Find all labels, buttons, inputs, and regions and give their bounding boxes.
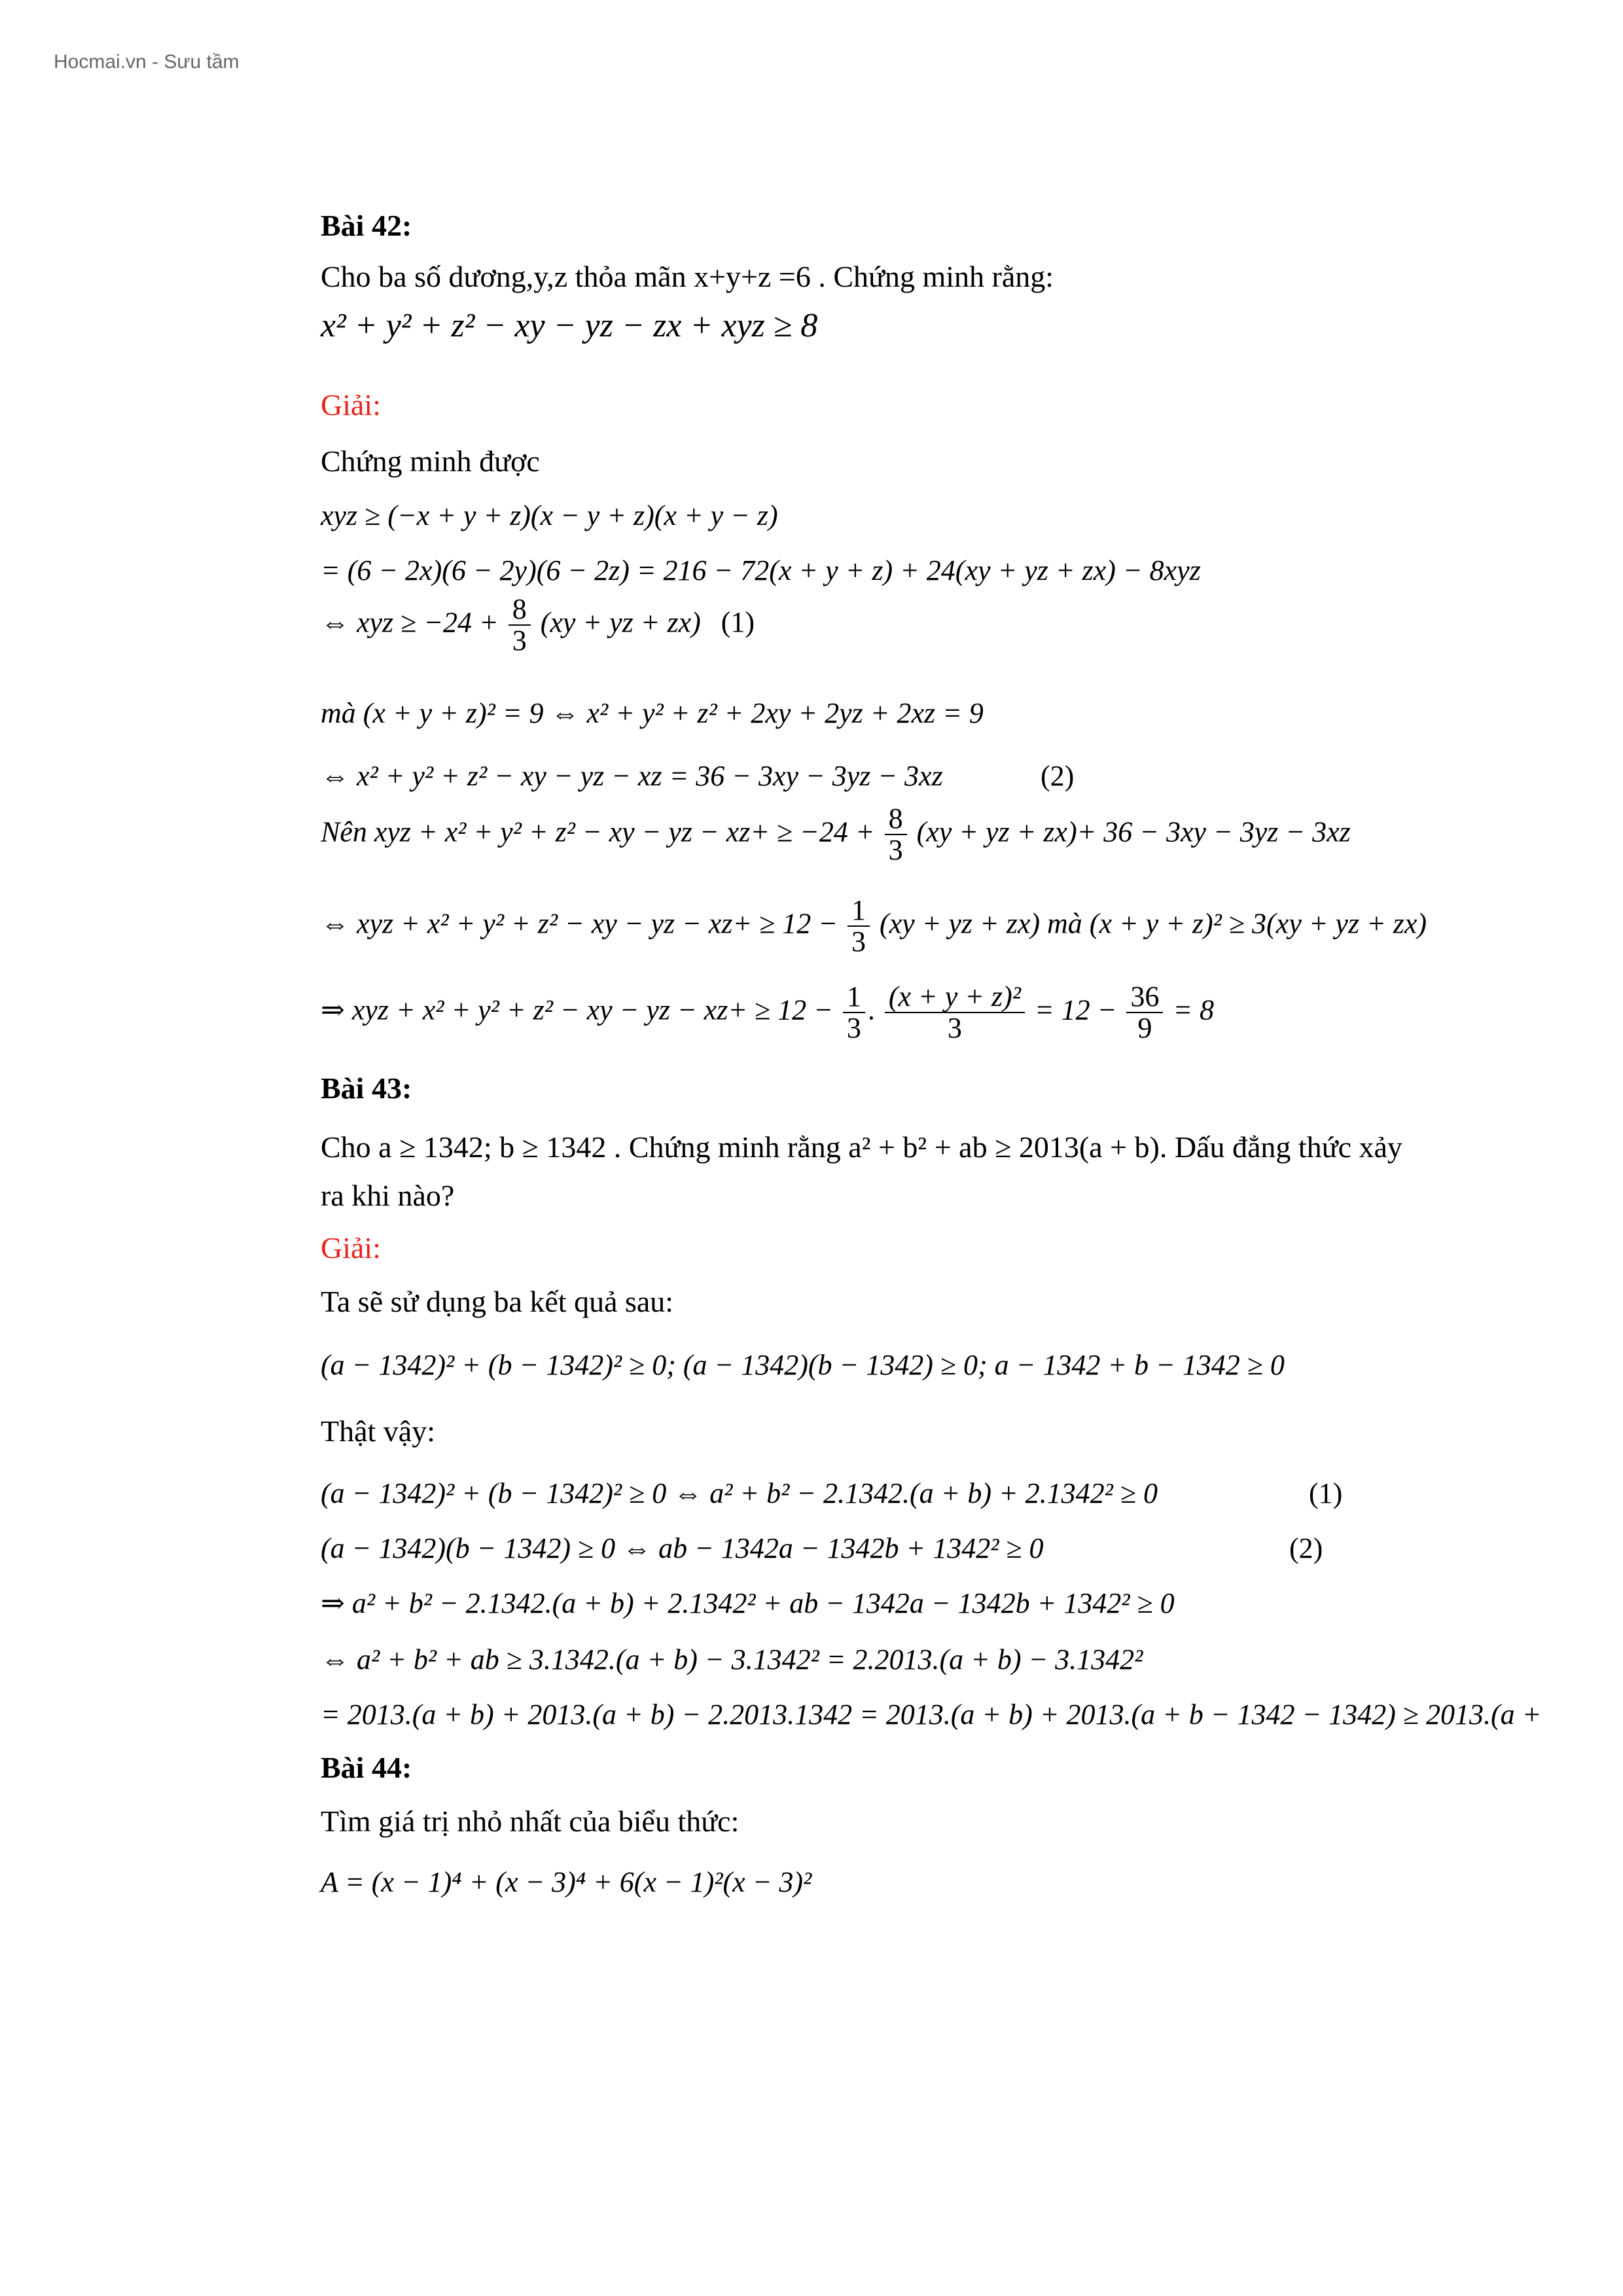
b43-giai: Giải: <box>321 1231 381 1265</box>
b42-l8-frac-2 <box>885 982 1025 1043</box>
b42-l8-den-1: 3 <box>846 1012 861 1045</box>
b43-problem-2: ra khi nào? <box>321 1179 455 1212</box>
b42-line-1: xyz ≥ (−x + y + z)(x − y + z)(x + y − z) <box>321 499 778 531</box>
b42-l3-den: 3 <box>512 624 527 657</box>
b42-l6-den: 3 <box>888 834 903 867</box>
b42-l3-tag: (1) <box>721 606 755 639</box>
b42-l7-b: (xy + yz + zx) mà (x + y + z)² ≥ 3(xy + yz + zx) <box>879 907 1427 940</box>
b42-l8-num-1: 1 <box>843 982 865 1013</box>
b42-l8-den-2: 3 <box>947 1012 962 1045</box>
b42-l7-a: ⇔ xyz + x² + y² + z² − xy − yz − xz+ ≥ 12 − <box>321 907 838 940</box>
b43-l2-tag: (1) <box>1309 1477 1343 1509</box>
b43-line-6: = 2013.(a + b) + 2013.(a + b) − 2.2013.1342 = 2013.(a + b) + 2013.(a + b − 1342 − 1342) ≥ 2013.(a + <box>321 1698 1542 1731</box>
b42-line-4: mà (x + y + z)² = 9 ⇔ x² + y² + z² + 2xy + 2yz + 2xz = 9 <box>321 697 984 729</box>
b42-problem: Cho ba số dương,y,z thỏa mãn x+y+z =6 . Chứng minh rằng: <box>321 260 1054 293</box>
b42-l8-num-2: (x + y + z)² <box>885 982 1025 1013</box>
b42-formula: x² + y² + z² − xy − yz − zx + xyz ≥ 8 <box>321 307 818 344</box>
b43-line-1: (a − 1342)² + (b − 1342)² ≥ 0; (a − 1342)(b − 1342) ≥ 0; a − 1342 + b − 1342 ≥ 0 <box>321 1349 1285 1381</box>
b43-problem-1: Cho a ≥ 1342; b ≥ 1342 . Chứng minh rằng a² + b² + ab ≥ 2013(a + b). Dấu đẳng thức xảy <box>321 1130 1402 1164</box>
b42-line-3 <box>321 594 755 656</box>
b43-l3-expr: (a − 1342)(b − 1342) ≥ 0 ⇔ ab − 1342a − 1342b + 1342² ≥ 0 <box>321 1532 1044 1564</box>
b42-l6-a: Nên xyz + x² + y² + z² − xy − yz − xz+ ≥ −24 + <box>321 816 875 848</box>
b42-l7-frac <box>847 895 870 957</box>
b42-l8-den-3: 9 <box>1137 1012 1152 1045</box>
b42-l6-b: (xy + yz + zx)+ 36 − 3xy − 3yz − 3xz <box>916 816 1351 848</box>
b43-l2-expr: (a − 1342)² + (b − 1342)² ≥ 0 ⇔ a² + b² − 2.1342.(a + b) + 2.1342² ≥ 0 <box>321 1477 1158 1509</box>
b42-line-5 <box>321 759 1250 793</box>
b42-line-7 <box>321 895 1427 957</box>
b42-l3-frac <box>508 594 531 656</box>
b43-intro: Ta sẽ sử dụng ba kết quả sau: <box>321 1285 674 1318</box>
b42-l8-end: = 8 <box>1173 994 1215 1026</box>
b42-l5-tag: (2) <box>1041 760 1075 792</box>
b42-line-2: = (6 − 2x)(6 − 2y)(6 − 2z) = 216 − 72(x + y + z) + 24(xy + yz + zx) − 8xyz <box>321 554 1201 586</box>
b43-that-vay: Thật vậy: <box>321 1414 435 1448</box>
b42-l7-num: 1 <box>847 895 870 927</box>
b44-problem: Tìm giá trị nhỏ nhất của biểu thức: <box>321 1804 740 1838</box>
b42-l8-num-3: 36 <box>1126 982 1163 1013</box>
b43-line-2 <box>321 1477 1368 1510</box>
b42-l3-num: 8 <box>508 594 531 626</box>
b42-title: Bài 42: <box>321 209 412 242</box>
b42-l8-frac-1 <box>843 982 865 1043</box>
b44-formula: A = (x − 1)⁴ + (x − 3)⁴ + 6(x − 1)²(x − 3)² <box>321 1866 812 1898</box>
b42-l8-a: ⇒ xyz + x² + y² + z² − xy − yz − xz+ ≥ 12 − <box>321 994 833 1026</box>
b42-l3-b: (xy + yz + zx) <box>540 606 701 639</box>
b42-l6-frac <box>885 804 907 865</box>
b43-line-4: ⇒ a² + b² − 2.1342.(a + b) + 2.1342² + ab − 1342a − 1342b + 1342² ≥ 0 <box>321 1587 1175 1619</box>
b42-l5-expr: ⇔ x² + y² + z² − xy − yz − xz = 36 − 3xy − 3yz − 3xz <box>321 760 943 792</box>
b42-giai: Giải: <box>321 388 381 422</box>
b42-line-8 <box>321 982 1214 1043</box>
b42-l8-frac-3 <box>1126 982 1163 1043</box>
b42-l8-dot: . <box>867 994 875 1026</box>
b42-l6-num: 8 <box>885 804 907 835</box>
b42-l8-mid: = 12 − <box>1034 994 1117 1026</box>
b43-line-5: ⇔ a² + b² + ab ≥ 3.1342.(a + b) − 3.1342² = 2.2013.(a + b) − 3.1342² <box>321 1643 1143 1676</box>
b42-line-6 <box>321 804 1351 865</box>
b43-l3-tag: (2) <box>1289 1532 1323 1564</box>
b44-title: Bài 44: <box>321 1751 412 1784</box>
b42-l7-den: 3 <box>851 925 866 958</box>
b43-line-3 <box>321 1532 1368 1565</box>
watermark: Hocmai.vn - Sưu tầm <box>54 51 240 73</box>
b42-l3-a: ⇔ xyz ≥ −24 + <box>321 606 499 639</box>
b43-title: Bài 43: <box>321 1071 412 1105</box>
b42-intro: Chứng minh được <box>321 444 540 478</box>
